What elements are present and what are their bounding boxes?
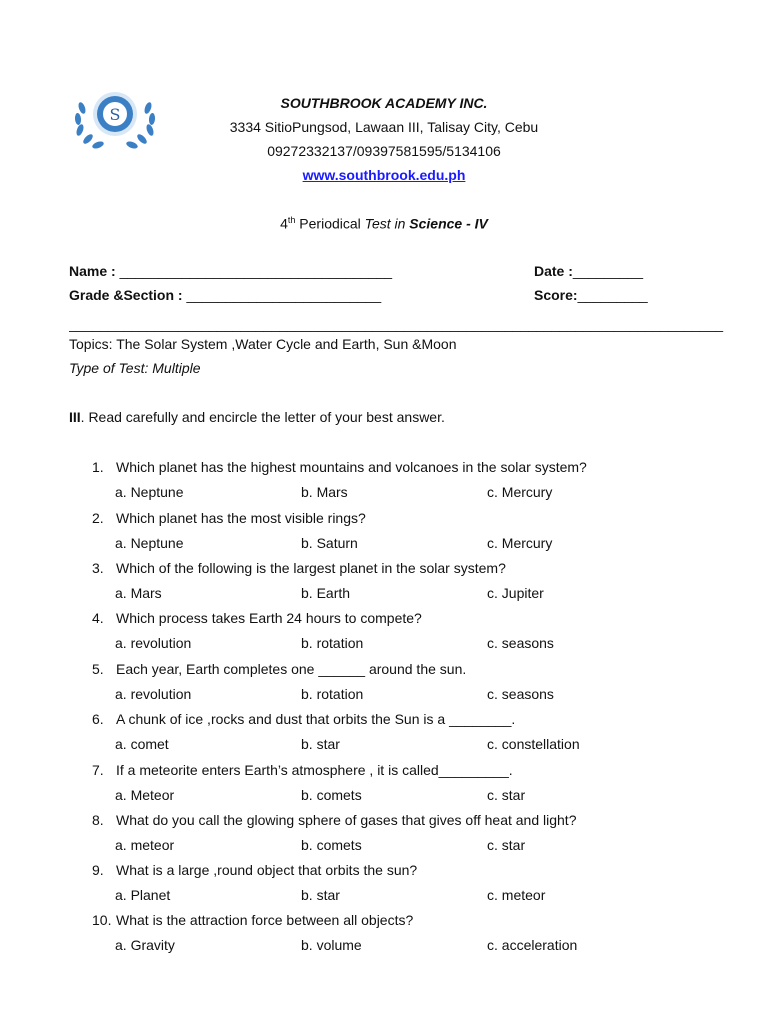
choice-c[interactable]: c. meteor <box>487 887 546 903</box>
choice-a[interactable]: a. Gravity <box>115 937 175 953</box>
question-4 <box>92 610 422 626</box>
question-9 <box>92 862 417 878</box>
question-7 <box>92 762 513 778</box>
question-number: 8. <box>92 812 104 828</box>
question-text: A chunk of ice ,rocks and dust that orbits the Sun is a ________. <box>116 711 516 727</box>
question-text: What do you call the glowing sphere of gases that gives off heat and light? <box>116 812 577 828</box>
grade-section-field[interactable] <box>69 287 381 303</box>
choice-c[interactable]: c. seasons <box>487 686 554 702</box>
question-5 <box>92 661 466 677</box>
choice-a[interactable]: a. Meteor <box>115 787 175 803</box>
choice-a[interactable]: a. meteor <box>115 837 175 853</box>
name-field[interactable] <box>69 263 392 279</box>
score-blank[interactable]: _________ <box>577 287 648 303</box>
topics: Topics: The Solar System ,Water Cycle and Earth, Sun &Moon <box>69 336 457 352</box>
instruction-text: . Read carefully and encircle the letter of your best answer. <box>80 409 445 425</box>
question-text: Which of the following is the largest planet in the solar system? <box>116 560 506 576</box>
question-8 <box>92 812 576 828</box>
choice-b[interactable]: b. star <box>301 736 340 752</box>
choice-b[interactable]: b. Saturn <box>301 535 358 551</box>
choice-c[interactable]: c. star <box>487 787 526 803</box>
question-number: 4. <box>92 610 104 626</box>
date-label: Date : <box>534 263 573 279</box>
question-text: Which process takes Earth 24 hours to compete? <box>116 610 422 626</box>
choice-a[interactable]: a. comet <box>115 736 169 752</box>
question-text: Which planet has the highest mountains and volcanoes in the solar system? <box>116 459 587 475</box>
choice-b[interactable]: b. Earth <box>301 585 351 601</box>
choice-a[interactable]: a. revolution <box>115 686 192 702</box>
instruction <box>69 409 445 425</box>
title-test-in: Test in <box>364 215 410 232</box>
question-number: 10. <box>92 912 112 928</box>
title-periodical: Periodical <box>295 215 365 232</box>
school-address: 3334 SitioPungsod, Lawaan III, Talisay City, Cebu <box>229 119 539 135</box>
choice-a[interactable]: a. revolution <box>115 635 192 651</box>
question-6 <box>92 711 515 727</box>
choice-c[interactable]: c. star <box>487 837 526 853</box>
choice-b[interactable]: b. rotation <box>301 686 364 702</box>
logo-letter: S <box>109 105 121 124</box>
question-number: 7. <box>92 762 104 778</box>
choice-c[interactable]: c. Mercury <box>487 535 553 551</box>
choice-b[interactable]: b. Mars <box>301 484 348 500</box>
choice-c[interactable]: c. Mercury <box>487 484 553 500</box>
choice-b[interactable]: b. comets <box>301 837 362 853</box>
question-number: 6. <box>92 711 104 727</box>
question-1 <box>92 459 587 475</box>
question-text: Each year, Earth completes one ______ around the sun. <box>116 661 467 677</box>
question-text: What is a large ,round object that orbits the sun? <box>116 862 418 878</box>
grade-section-blank[interactable]: _________________________ <box>186 287 382 303</box>
question-number: 3. <box>92 560 104 576</box>
choice-c[interactable]: c. seasons <box>487 635 554 651</box>
choice-c[interactable]: c. Jupiter <box>487 585 544 601</box>
question-number: 9. <box>92 862 104 878</box>
choice-b[interactable]: b. comets <box>301 787 362 803</box>
choice-a[interactable]: a. Neptune <box>115 535 184 551</box>
choice-c[interactable]: c. acceleration <box>487 937 578 953</box>
school-name: SOUTHBROOK ACADEMY INC. <box>280 95 488 111</box>
score-field[interactable] <box>534 287 648 303</box>
question-text: What is the attraction force between all objects? <box>116 912 414 928</box>
question-10 <box>92 912 413 928</box>
score-label: Score: <box>534 287 578 303</box>
choice-a[interactable]: a. Neptune <box>115 484 184 500</box>
date-field[interactable] <box>534 263 643 279</box>
question-2 <box>92 510 366 526</box>
choice-b[interactable]: b. star <box>301 887 340 903</box>
school-phones: 09272332137/09397581595/5134106 <box>267 143 501 159</box>
test-type: Type of Test: Multiple <box>69 360 201 376</box>
question-number: 1. <box>92 459 104 475</box>
name-label: Name : <box>69 263 120 279</box>
choice-b[interactable]: b. volume <box>301 937 362 953</box>
separator-line: ____________________________________________________________________________________ <box>69 316 724 332</box>
section-number: III <box>69 409 81 425</box>
school-website-link[interactable]: www.southbrook.edu.ph <box>302 167 466 183</box>
name-blank[interactable]: ___________________________________ <box>119 263 393 279</box>
question-text: If a meteorite enters Earth’s atmosphere , it is called_________. <box>116 762 513 778</box>
test-title <box>0 215 768 232</box>
grade-section-label: Grade &Section : <box>69 287 187 303</box>
title-subject: Science - IV <box>409 215 488 232</box>
date-blank[interactable]: _________ <box>572 263 643 279</box>
choice-a[interactable]: a. Mars <box>115 585 162 601</box>
choice-a[interactable]: a. Planet <box>115 887 171 903</box>
choice-b[interactable]: b. rotation <box>301 635 364 651</box>
choice-c[interactable]: c. constellation <box>487 736 580 752</box>
title-ordinal: 4 <box>280 215 288 232</box>
question-3 <box>92 560 506 576</box>
question-text: Which planet has the most visible rings? <box>116 510 366 526</box>
title-ordinal-suffix: th <box>287 215 296 225</box>
question-number: 5. <box>92 661 104 677</box>
question-number: 2. <box>92 510 104 526</box>
